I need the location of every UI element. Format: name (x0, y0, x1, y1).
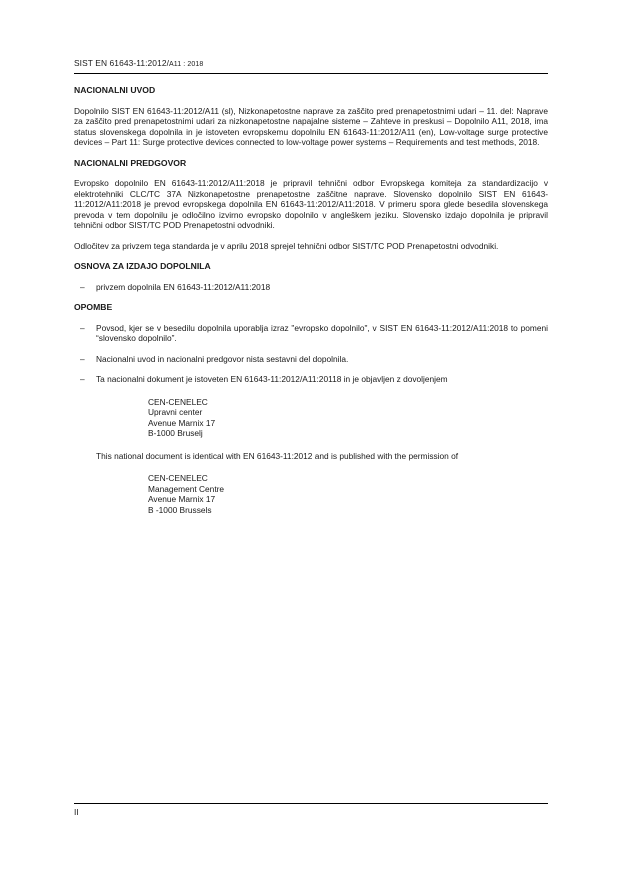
address-line: Avenue Marnix 17 (148, 417, 216, 428)
list-item-text: Ta nacionalni dokument je istoveten EN 61643-11:2012/A11:20118 in je objavljen z dovoljenjem (96, 374, 448, 384)
section-title-osnova: OSNOVA ZA IZDAJO DOPOLNILA (74, 261, 211, 271)
bullet-dash: – (80, 322, 85, 333)
address-line: B-1000 Bruselj (148, 428, 203, 438)
address-line: B -1000 Brussels (148, 504, 212, 515)
list-item-text: Povsod, kjer se v besedilu dopolnila uporablja izraz "evropsko dopolnilo", v SIST EN 61643-11:2012/A11:2018 to pomeni “slovensko dopolnilo”. (96, 322, 548, 343)
list-item (74, 374, 548, 385)
english-note: This national document is identical with EN 61643-11:2012 and is published with the permission of (96, 450, 459, 461)
paragraph-uvod: Dopolnilo SIST EN 61643-11:2012/A11 (sl), Nizkonapetostne naprave za zaščito pred prenapetostnimi udari – 11. del: Naprave za zaščito pred prenapetostnimi udari za nizkonapetostne napajalne sisteme – Zahteve in preskusi – Dopolnilo A11, 2018, ima status slovenskega dopolnila in je istoveten evropskemu dopolnilu EN 61643-11:2012/A11 (en), Low-voltage surge protective devices – Part 11: Surge protective devices connected to low-voltage power systems – Requirements and test methods, 2018. (74, 105, 548, 147)
section-title-opombe: OPOMBE (74, 302, 113, 312)
bullet-dash: – (80, 374, 85, 384)
list-item (74, 282, 548, 293)
address-line: Upravni center (148, 407, 203, 417)
paragraph-predgovor-1: Evropsko dopolnilo EN 61643-11:2012/A11:2018 je pripravil tehnični odbor Evropskega komiteja za standardizacijo v elektrotehniki CLC/TC 37A Nizkonapetostne prenapetostne zaščitne naprave. Slovensko dopolnilo SIST EN 61643-11:2012/A11:2018 je prevod evropskega dopolnila EN 61643-11:2012/A11:2018. V primeru spora glede besedila slovenskega prevoda v tem dopolnilu je odločilno izvirno evropsko dopolnilo v angleškem jeziku. Slovensko izdajo dopolnila je pripravil tehnični odbor SIST/TC POD Prenapetostni odvodniki. (74, 178, 548, 230)
footer-rule (74, 803, 548, 804)
address-line: CEN-CENELEC (148, 473, 208, 483)
bullet-dash: – (80, 353, 85, 364)
list-item-text: privzem dopolnila EN 61643-11:2012/A11:2018 (96, 281, 271, 292)
running-header (74, 58, 548, 68)
paragraph-predgovor-2: Odločitev za privzem tega standarda je v aprilu 2018 sprejel tehnični odbor SIST/TC POD Prenapetostni odvodniki. (74, 240, 499, 251)
address-block-en (148, 473, 548, 515)
address-block-sl (148, 397, 548, 439)
address-line: Avenue Marnix 17 (148, 494, 216, 504)
page-number: II (74, 807, 79, 817)
header-doc-suffix: A11 : 2018 (169, 61, 204, 68)
list-item (74, 354, 548, 365)
address-line: CEN-CENELEC (148, 396, 208, 407)
list-item (74, 323, 548, 344)
address-line: Management Centre (148, 483, 225, 494)
section-title-predgovor: NACIONALNI PREDGOVOR (74, 157, 187, 168)
section-title-uvod: NACIONALNI UVOD (74, 85, 156, 95)
page-content (74, 85, 548, 527)
header-rule (74, 73, 548, 74)
bullet-dash: – (80, 281, 85, 292)
header-doc-id: SIST EN 61643-11:2012/ (74, 58, 170, 68)
list-item-text: Nacionalni uvod in nacionalni predgovor nista sestavni del dopolnila. (96, 353, 349, 364)
